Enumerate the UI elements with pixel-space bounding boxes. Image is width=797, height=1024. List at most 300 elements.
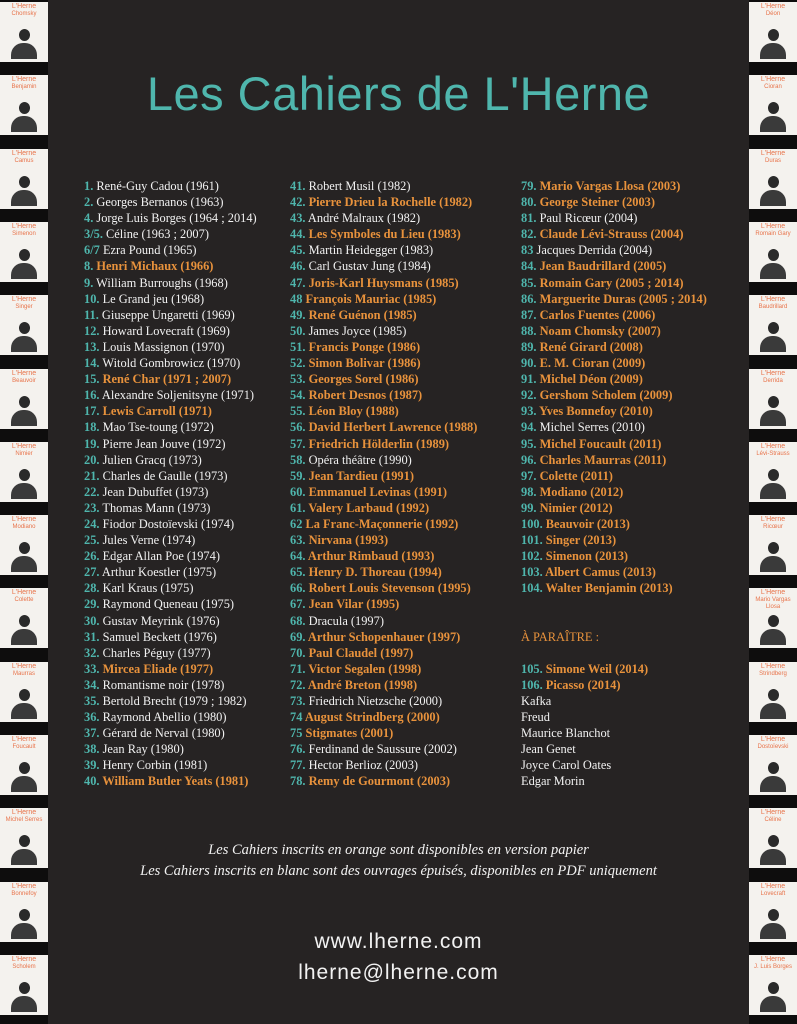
cover-thumbnail: [749, 222, 797, 282]
entry-title: Walter Benjamin (2013): [545, 581, 673, 596]
entry-title: Ezra Pound (1965): [102, 243, 197, 258]
cover-thumbnail: [0, 662, 48, 722]
entry-number: 49.: [290, 307, 306, 322]
contact-block: [0, 926, 797, 988]
entry-number: 42.: [290, 195, 306, 210]
portrait-photo: [8, 26, 40, 59]
catalog-entry: [521, 580, 707, 596]
cover-title: Michel Serres: [5, 817, 43, 824]
entry-title: George Steiner (2003): [539, 195, 655, 210]
catalog-entry: [521, 403, 707, 419]
entry-number: 61.: [290, 500, 306, 515]
entry-title: Jean Dubuffet (1973): [102, 484, 209, 499]
cover-brand: L'Herne: [11, 369, 37, 377]
catalog-entry: [84, 371, 257, 387]
catalog-entry: [84, 661, 257, 677]
entry-title: Thomas Mann (1973): [102, 500, 211, 515]
entry-number: 39.: [84, 758, 100, 773]
catalog-entry: [521, 661, 707, 677]
entry-number: 80.: [521, 195, 537, 210]
website-link[interactable]: www.lherne.com: [314, 930, 483, 953]
entry-title: Howard Lovecraft (1969): [102, 323, 230, 338]
entry-number: 77.: [290, 758, 306, 773]
catalog-entry: [521, 516, 707, 532]
catalog-entry: [84, 516, 257, 532]
entry-number: 34.: [84, 677, 100, 692]
cover-brand: L'Herne: [11, 76, 37, 84]
cover-brand: L'Herne: [760, 369, 786, 377]
catalog-entry: [84, 323, 257, 339]
cover-brand: L'Herne: [760, 882, 786, 890]
entry-title: Michel Serres (2010): [539, 420, 645, 435]
entry-number: 21.: [84, 468, 100, 483]
entry-title: Arthur Koestler (1975): [101, 565, 217, 580]
cover-title: Mario Vargas Llosa: [755, 597, 791, 611]
entry-number: 6/7: [84, 243, 100, 258]
catalog-entry: [290, 258, 477, 274]
cover-title: Duras: [764, 157, 781, 164]
entry-title: Georges Bernanos (1963): [96, 195, 224, 210]
entry-title: Charles de Gaulle (1973): [102, 468, 228, 483]
cover-brand: L'Herne: [760, 662, 786, 670]
entry-title: Julien Gracq (1973): [102, 452, 202, 467]
catalog-entry: [290, 436, 477, 452]
catalog-entry: [521, 194, 707, 210]
cover-title: Déon: [765, 11, 781, 17]
entry-number: 9.: [84, 275, 94, 290]
entry-title: Pierre Jean Jouve (1972): [102, 436, 226, 451]
cover-title: Colette: [14, 597, 34, 604]
portrait-photo: [8, 466, 40, 499]
entry-number: 98.: [521, 484, 537, 499]
portrait-photo: [8, 612, 40, 645]
entry-title: Kafka: [521, 694, 552, 708]
catalog-entry: [84, 532, 257, 548]
cover-brand: L'Herne: [760, 589, 786, 597]
entry-title: Pierre Drieu la Rochelle (1982): [308, 195, 473, 210]
entry-title: Mario Vargas Llosa (2003): [539, 179, 681, 193]
entry-title: Emmanuel Levinas (1991): [308, 484, 447, 499]
entry-title: Fiodor Dostoïevski (1974): [102, 516, 235, 531]
entry-number: 28.: [84, 581, 100, 596]
entry-number: 31.: [84, 629, 100, 644]
entry-title: August Strindberg (2000): [304, 710, 440, 725]
catalog-entry: [290, 178, 477, 194]
email-link[interactable]: lherne@lherne.com: [298, 961, 499, 984]
cover-title: Camus: [14, 157, 34, 164]
entry-number: 20.: [84, 452, 100, 467]
entry-number: 35.: [84, 694, 100, 708]
entry-title: Nirvana (1993): [308, 533, 389, 548]
entry-title: Paul Ricœur (2004): [539, 211, 638, 226]
entry-title: Gershom Scholem (2009): [539, 388, 673, 403]
catalog-entry: [290, 323, 477, 339]
entry-number: 18.: [84, 420, 100, 435]
catalog-entry: [290, 580, 477, 596]
portrait-photo: [8, 246, 40, 279]
catalog-entry: [290, 500, 477, 516]
catalog-entry: [521, 275, 707, 291]
catalog-entry: [290, 661, 477, 677]
cover-title: Dostoïevski: [757, 744, 789, 750]
cover-title: Lévi-Strauss: [756, 450, 790, 457]
portrait-photo: [757, 173, 789, 206]
catalog-entry: [290, 677, 477, 693]
cover-title: Scholem: [12, 963, 36, 970]
entry-number: 67.: [290, 597, 306, 612]
entry-title: David Herbert Lawrence (1988): [308, 420, 478, 435]
entry-number: 85.: [521, 275, 537, 290]
catalog-entry: [290, 645, 477, 661]
catalog-entry: [521, 355, 707, 371]
entry-title: Edgar Morin: [521, 774, 585, 789]
entry-title: Nimier (2012): [539, 500, 613, 515]
entry-number: 71.: [290, 661, 306, 676]
entry-title: Henri Michaux (1966): [96, 259, 214, 274]
portrait-photo: [757, 393, 789, 426]
entry-number: 53.: [290, 372, 306, 387]
entry-number: 73.: [290, 694, 306, 708]
catalog-entry: [84, 580, 257, 596]
portrait-photo: [757, 319, 789, 352]
entry-number: 48: [290, 291, 303, 306]
cover-title: Foucault: [12, 744, 36, 750]
catalog-entry: [84, 500, 257, 516]
cover-title: J. Luis Borges: [753, 963, 793, 970]
entry-number: 94.: [521, 420, 537, 435]
catalog-column-2: [290, 178, 477, 790]
catalog-entry: [521, 307, 707, 323]
entry-number: 43.: [290, 211, 306, 226]
catalog-entry: [290, 242, 477, 258]
cover-brand: L'Herne: [760, 222, 786, 230]
cover-brand: L'Herne: [760, 296, 786, 304]
catalog-entry: [521, 436, 707, 452]
entry-number: 4.: [84, 211, 94, 226]
entry-title: Victor Segalen (1998): [308, 661, 422, 676]
cover-thumbnail: [0, 149, 48, 209]
cover-brand: L'Herne: [11, 662, 37, 670]
catalog-entry: [84, 596, 257, 612]
entry-number: 11.: [84, 307, 99, 322]
entry-number: 25.: [84, 533, 100, 548]
entry-title: E. M. Cioran (2009): [539, 356, 646, 371]
entry-title: Mircea Eliade (1977): [102, 661, 214, 676]
catalog-entry: [521, 773, 707, 789]
entry-number: 8.: [84, 259, 94, 274]
catalog-entry: [84, 275, 257, 291]
entry-number: 17.: [84, 404, 100, 419]
entry-title: Henry Corbin (1981): [102, 758, 208, 773]
entry-title: André Breton (1998): [307, 677, 418, 692]
catalog-entry: [84, 677, 257, 693]
entry-title: Joyce Carol Oates: [521, 758, 612, 773]
entry-number: 19.: [84, 436, 100, 451]
entry-number: 66.: [290, 581, 306, 596]
entry-number: 82.: [521, 227, 537, 242]
entry-title: Jacques Derrida (2004): [536, 243, 653, 258]
cover-brand: L'Herne: [760, 442, 786, 450]
cover-thumbnail: [749, 295, 797, 355]
cover-thumbnail: [749, 515, 797, 575]
entry-title: Friedrich Hölderlin (1989): [308, 436, 450, 451]
entry-title: Jean Tardieu (1991): [308, 468, 414, 483]
entry-title: Albert Camus (2013): [545, 565, 656, 580]
entry-number: 2.: [84, 195, 94, 210]
cover-title: Ricœur: [763, 524, 783, 531]
entry-number: 46.: [290, 259, 306, 274]
entry-title: Robert Musil (1982): [308, 179, 411, 193]
entry-number: 57.: [290, 436, 306, 451]
entry-number: 37.: [84, 726, 100, 741]
catalog-entry: [290, 403, 477, 419]
entry-number: 22.: [84, 484, 100, 499]
entry-number: 102.: [521, 549, 543, 564]
entry-title: Paul Claudel (1997): [308, 645, 414, 660]
cover-title: Céline: [764, 817, 782, 824]
entry-title: Colette (2011): [539, 468, 613, 483]
cover-title: Baudrillard: [758, 304, 788, 311]
entry-title: Hector Berlioz (2003): [308, 758, 419, 773]
entry-title: Jean Vilar (1995): [308, 597, 400, 612]
catalog-entry: [84, 419, 257, 435]
portrait-photo: [757, 612, 789, 645]
entry-number: 10.: [84, 291, 100, 306]
cover-brand: L'Herne: [760, 76, 786, 84]
entry-number: 78.: [290, 774, 306, 789]
entry-title: Le Grand jeu (1968): [102, 291, 205, 306]
entry-number: 55.: [290, 404, 306, 419]
catalog-entry: [84, 613, 257, 629]
entry-title: Modiano (2012): [539, 484, 624, 499]
entry-number: 44.: [290, 227, 306, 242]
cover-title: Derrida: [763, 377, 783, 384]
entry-number: 81.: [521, 211, 537, 226]
entry-number: 54.: [290, 388, 306, 403]
catalog-entry: [521, 468, 707, 484]
entry-number: 52.: [290, 356, 306, 371]
list-spacer: [521, 613, 707, 629]
catalog-entry: [521, 677, 707, 693]
entry-title: François Mauriac (1985): [305, 291, 437, 306]
entry-title: Picasso (2014): [545, 677, 621, 692]
catalog-entry: [521, 258, 707, 274]
page-title: Les Cahiers de L'Herne: [146, 67, 651, 120]
entry-number: 89.: [521, 339, 537, 354]
catalog-entry: [290, 291, 477, 307]
catalog-entry: [84, 339, 257, 355]
entry-title: Louis Massignon (1970): [102, 339, 225, 354]
catalog-entry: [84, 484, 257, 500]
entry-number: 93.: [521, 404, 537, 419]
entry-number: 92.: [521, 388, 537, 403]
catalog-entry: [84, 741, 257, 757]
cover-title: Modiano: [12, 524, 36, 531]
entry-number: 70.: [290, 645, 306, 660]
entry-title: Singer (2013): [545, 533, 617, 548]
entry-title: Dracula (1997): [308, 613, 384, 628]
catalog-entry: [290, 371, 477, 387]
entry-number: 101.: [521, 533, 543, 548]
entry-title: Jorge Luis Borges (1964 ; 2014): [96, 211, 257, 226]
cover-brand: L'Herne: [11, 589, 37, 597]
cover-thumbnail: [749, 662, 797, 722]
cover-title: Strindberg: [759, 670, 787, 677]
entry-number: 51.: [290, 339, 306, 354]
cover-brand: L'Herne: [760, 955, 786, 963]
portrait-photo: [757, 759, 789, 792]
cover-brand: L'Herne: [11, 955, 37, 963]
entry-number: 58.: [290, 452, 306, 467]
entry-title: La Franc-Maçonnerie (1992): [305, 516, 459, 531]
entry-title: René Guénon (1985): [308, 307, 417, 322]
catalog-entry: [521, 564, 707, 580]
entry-number: 84.: [521, 259, 537, 274]
entry-title: Carl Gustav Jung (1984): [308, 259, 431, 274]
catalog-entry: [290, 629, 477, 645]
portrait-photo: [757, 246, 789, 279]
entry-number: 36.: [84, 710, 100, 725]
entry-number: 90.: [521, 356, 537, 371]
catalog-entry: [290, 564, 477, 580]
catalog-entry: [290, 226, 477, 242]
catalog-entry: [521, 323, 707, 339]
entry-title: Martin Heidegger (1983): [308, 243, 434, 258]
entry-title: Léon Bloy (1988): [308, 404, 399, 419]
entry-number: 104.: [521, 581, 543, 596]
entry-title: Noam Chomsky (2007): [539, 323, 661, 338]
catalog-entry: [84, 355, 257, 371]
entry-number: 86.: [521, 291, 537, 306]
catalog-entry: [84, 291, 257, 307]
entry-number: 76.: [290, 742, 306, 757]
catalog-entry: [290, 725, 477, 741]
entry-title: Remy de Gourmont (2003): [308, 774, 451, 789]
cover-brand: L'Herne: [11, 516, 37, 524]
entry-title: Georges Sorel (1986): [308, 372, 419, 387]
entry-number: 47.: [290, 275, 306, 290]
catalog-entry: [521, 178, 707, 194]
entry-title: Alexandre Soljenitsyne (1971): [101, 388, 255, 403]
catalog-entry: [290, 516, 477, 532]
entry-title: Marguerite Duras (2005 ; 2014): [539, 291, 707, 306]
catalog-entry: [84, 693, 257, 709]
entry-title: Robert Desnos (1987): [308, 388, 423, 403]
entry-title: Charles Maurras (2011): [539, 452, 667, 467]
list-spacer: [521, 596, 707, 612]
entry-number: 40.: [84, 774, 100, 789]
catalog-entry: [521, 242, 707, 258]
entry-number: 74: [290, 710, 303, 725]
entry-title: William Burroughs (1968): [96, 275, 228, 290]
forthcoming-heading: [521, 629, 707, 645]
entry-title: William Butler Yeats (1981): [102, 774, 249, 789]
entry-title: Stigmates (2001): [305, 726, 394, 741]
cover-thumbnail: [0, 295, 48, 355]
portrait-photo: [757, 466, 789, 499]
entry-number: 24.: [84, 516, 100, 531]
entry-number: 59.: [290, 468, 306, 483]
catalog-entry: [84, 436, 257, 452]
catalog-entry: [290, 307, 477, 323]
entry-title: René Char (1971 ; 2007): [102, 372, 232, 387]
cover-thumbnail: [0, 442, 48, 502]
cover-brand: L'Herne: [11, 882, 37, 890]
catalog-entry: [521, 709, 707, 725]
catalog-entry: [521, 452, 707, 468]
entry-number: 38.: [84, 742, 100, 757]
entry-number: 62: [290, 516, 303, 531]
catalog-entry: [290, 613, 477, 629]
entry-title: Freud: [521, 710, 550, 725]
note-white-pdf-only: Les Cahiers inscrits en blanc sont des ouvrages épuisés, disponibles en PDF uniquement: [140, 863, 657, 879]
cover-brand: L'Herne: [11, 736, 37, 743]
entry-number: 100.: [521, 516, 543, 531]
cover-brand: L'Herne: [11, 222, 37, 230]
entry-number: 3/5.: [84, 227, 103, 242]
cover-thumbnail: [749, 149, 797, 209]
entry-title: Karl Kraus (1975): [102, 581, 194, 596]
entry-title: Opéra théâtre (1990): [308, 452, 412, 467]
cover-brand: L'Herne: [11, 809, 37, 817]
entry-title: Bertold Brecht (1979 ; 1982): [102, 694, 247, 708]
catalog-entry: [290, 741, 477, 757]
catalog-entry: [521, 757, 707, 773]
cover-title: Singer: [15, 304, 33, 311]
portrait-photo: [757, 686, 789, 719]
entry-number: 97.: [521, 468, 537, 483]
catalog-entry: [84, 564, 257, 580]
catalog-entry: [521, 484, 707, 500]
entry-number: 87.: [521, 307, 537, 322]
entry-title: Yves Bonnefoy (2010): [539, 404, 653, 419]
portrait-photo: [8, 393, 40, 426]
catalog-entry: [521, 725, 707, 741]
entry-title: Simon Bolivar (1986): [308, 356, 421, 371]
portrait-photo: [8, 539, 40, 572]
cover-brand: L'Herne: [11, 3, 37, 10]
catalog-entry: [521, 387, 707, 403]
catalog-entry: [84, 226, 257, 242]
portrait-photo: [8, 173, 40, 206]
entry-title: Joris-Karl Huysmans (1985): [308, 275, 459, 290]
catalog-entry: [290, 548, 477, 564]
entry-title: René-Guy Cadou (1961): [96, 179, 219, 193]
entry-number: 72.: [290, 677, 306, 692]
catalog-entry: [84, 452, 257, 468]
catalog-entry: [84, 194, 257, 210]
catalog-entry: [290, 275, 477, 291]
cover-brand: L'Herne: [760, 809, 786, 817]
entry-number: 1.: [84, 179, 94, 193]
catalog-entry: [290, 210, 477, 226]
entry-number: 106.: [521, 677, 543, 692]
entry-title: Ferdinand de Saussure (2002): [308, 742, 457, 757]
entry-title: Jean Ray (1980): [102, 742, 184, 757]
portrait-photo: [8, 759, 40, 792]
entry-title: André Malraux (1982): [307, 211, 421, 226]
catalog-entry: [521, 419, 707, 435]
entry-title: Friedrich Nietzsche (2000): [308, 694, 443, 708]
entry-number: 45.: [290, 243, 306, 258]
cover-title: Bonnefoy: [11, 890, 37, 897]
entry-number: 69.: [290, 629, 306, 644]
entry-title: Lewis Carroll (1971): [102, 404, 212, 419]
entry-number: 105.: [521, 661, 543, 676]
entry-title: Raymond Queneau (1975): [102, 597, 235, 612]
entry-number: 64.: [290, 549, 306, 564]
entry-number: 56.: [290, 420, 306, 435]
